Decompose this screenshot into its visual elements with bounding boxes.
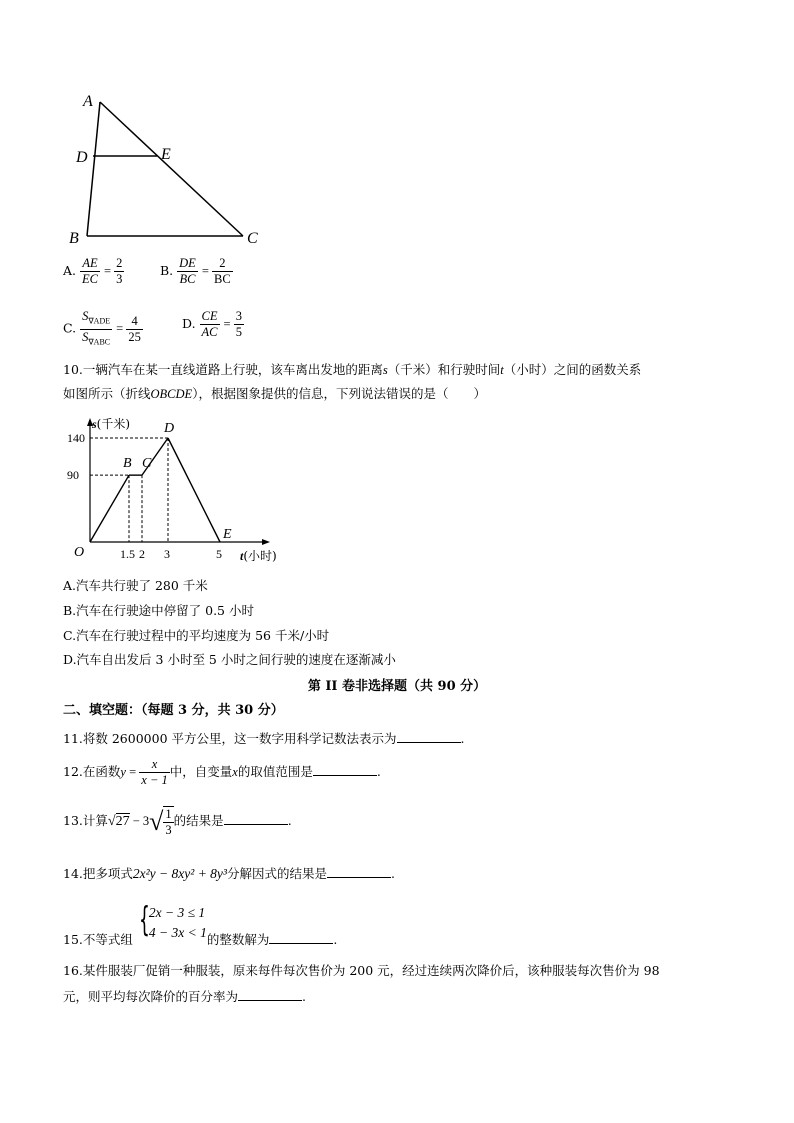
fraction-ce-ac	[200, 309, 220, 340]
q14-text: 分解因式的结果是	[226, 866, 327, 881]
x-tick-label: 1.5	[120, 547, 135, 561]
q16-end: .	[302, 989, 306, 1004]
q15-text: 15.不等式组	[63, 932, 133, 947]
frac-den-sub: ∇ABC	[88, 337, 111, 346]
segment-ab	[87, 102, 100, 236]
var-t: t	[500, 363, 504, 377]
frac-den: AC	[201, 325, 218, 339]
frac-num: 4	[126, 314, 143, 330]
polynomial-expr: 2x²y − 8xy² + 8y³	[132, 866, 227, 881]
segment-ac	[100, 102, 243, 236]
vertex-label-a: A	[83, 93, 93, 110]
frac-den: BC	[179, 272, 196, 286]
frac-den: 5	[235, 325, 242, 339]
equals: =	[125, 765, 140, 779]
question-11	[63, 730, 464, 747]
q10-option-a: A.汽车共行驶了 280 千米	[63, 578, 208, 593]
frac-num: 3	[235, 309, 242, 323]
q10-text: ），根据图象提供的信息，下列说法错误的是（ ）	[192, 386, 486, 401]
q11-end: .	[460, 731, 465, 746]
question-13	[63, 806, 292, 838]
y-tick-label: 90	[67, 468, 79, 483]
x-tick-label: 3	[164, 547, 170, 561]
answer-blank[interactable]	[397, 730, 461, 743]
q12-text: 的取值范围是	[237, 764, 313, 779]
q12-text: 中，自变量	[169, 764, 233, 779]
sqrt-one-third: √ $\frac{1}{3}$	[149, 807, 172, 837]
q10-text: （小时）之间的函数关系	[503, 362, 642, 377]
q13-text: 13.计算	[63, 812, 108, 828]
polyline-segment	[168, 438, 220, 542]
answer-blank[interactable]	[269, 931, 333, 944]
frac-num: x	[139, 757, 169, 773]
x-axis-label: t(小时)	[240, 549, 277, 563]
x-axis-arrow	[262, 539, 270, 545]
q10-text: （千米）和行驶时间	[387, 362, 501, 377]
var-s: s	[382, 363, 388, 377]
frac-num: DE	[179, 256, 196, 270]
option-prefix: D.	[182, 316, 196, 331]
q9-option-d: D. $\frac{CE}{AC}$ = $\frac{3}{5}$	[182, 309, 242, 339]
distance-time-chart	[60, 410, 300, 568]
vertex-label-c: C	[247, 230, 258, 247]
frac-num: AE	[80, 256, 100, 272]
vertex-label-d: D	[76, 149, 88, 166]
question-16-line2	[63, 988, 306, 1005]
fraction-de-bc	[177, 256, 198, 287]
frac-num: 2	[116, 256, 123, 270]
vertex-label-e: E	[161, 146, 171, 163]
q11-text: 11.将数 2600000 平方公里，这一数字用科学记数法表示为	[63, 731, 397, 746]
frac-den: EC	[82, 272, 98, 286]
fn-y: y	[120, 765, 126, 779]
q10-option-c: C.汽车在行驶过程中的平均速度为 56 千米/小时	[63, 628, 330, 643]
q10-text: 如图所示（折线	[63, 386, 151, 401]
frac-num: S	[82, 309, 89, 323]
vertex-label-b: B	[69, 230, 79, 247]
question-14	[63, 865, 395, 882]
q12-end: .	[376, 764, 381, 779]
triangle-figure	[60, 88, 270, 248]
frac-den: x − 1	[141, 773, 168, 787]
sqrt-27: √27	[107, 813, 130, 829]
point-label: B	[123, 456, 132, 472]
frac-den: 25	[128, 329, 141, 344]
fraction-area-ratio	[80, 309, 112, 349]
inequality-brace: {	[138, 900, 150, 940]
part-two-heading: 二、填空题：（每题 3 分，共 30 分）	[63, 703, 284, 718]
point-label: C	[142, 456, 152, 472]
inequality-system	[149, 903, 207, 943]
q10-text: 10.一辆汽车在某一直线道路上行驶，该车离出发地的距离	[63, 362, 383, 377]
answer-blank[interactable]	[238, 988, 302, 1001]
fraction-x-over-x-minus-1	[139, 757, 169, 788]
q15-text: 的整数解为	[206, 932, 270, 947]
answer-blank[interactable]	[327, 865, 391, 878]
q14-text: 14.把多项式	[63, 866, 133, 881]
fraction-ratio-c	[126, 314, 143, 345]
q9-option-b: B. $\frac{DE}{BC}$ = $\frac{2}{BC}$	[160, 256, 231, 286]
x-tick-label: 2	[139, 547, 145, 561]
q14-end: .	[390, 866, 395, 881]
x-tick-label: 5	[216, 547, 222, 561]
q10-stem-line2	[63, 386, 486, 402]
q13-end: .	[287, 812, 292, 828]
q16-text: 元，则平均每次降价的百分率为	[63, 989, 239, 1004]
q13-text: 的结果是	[173, 812, 224, 828]
origin-label: O	[74, 545, 85, 560]
fraction-ae-ec	[80, 256, 100, 287]
option-prefix: C.	[63, 320, 77, 336]
frac-num-sub: ∇ADE	[88, 316, 111, 326]
frac-den: 3	[116, 272, 123, 286]
q9-option-c: C. $\frac{S_{\nabla ADE}}{S_{\nabla ABC}}$ = $\frac{4}{25}$	[63, 309, 143, 349]
option-prefix: A.	[63, 263, 77, 278]
answer-blank[interactable]	[224, 812, 288, 825]
fraction-ratio-d	[234, 309, 244, 340]
question-16-line1: 16.某件服装厂促销一种服装，原来每件每次售价为 200 元，经过连续两次降价后，该种服装每次售价为 98	[63, 963, 660, 978]
q10-option-b: B.汽车在行驶途中停留了 0.5 小时	[63, 603, 254, 618]
frac-num: CE	[201, 309, 218, 323]
frac-den: 3	[165, 823, 172, 837]
inequality-2: 4 − 3x < 1	[148, 925, 207, 940]
polyline-segment	[90, 475, 129, 542]
point-label: D	[164, 421, 175, 436]
minus-three: − 3	[129, 813, 150, 828]
point-label: E	[223, 527, 232, 542]
q9-option-a: A. $\frac{AE}{EC}$ = $\frac{2}{3}$	[63, 256, 123, 286]
y-tick-label: 140	[67, 431, 85, 445]
question-15	[63, 900, 338, 947]
frac-den: BC	[214, 272, 231, 286]
y-axis-label: s(千米)	[92, 417, 131, 431]
inequality-1: 2x − 3 ≤ 1	[148, 905, 206, 920]
answer-blank[interactable]	[313, 763, 377, 776]
question-12	[63, 757, 381, 788]
frac-den: S	[82, 329, 89, 344]
q15-end: .	[333, 932, 338, 947]
section-title: 第 II 卷非选择题（共 90 分）	[307, 679, 487, 694]
frac-num: 2	[212, 256, 233, 272]
q10-stem-line1	[63, 362, 641, 378]
radicand: 27	[115, 813, 130, 829]
frac-num: 1	[165, 807, 172, 821]
q12-text: 12.在函数	[63, 764, 121, 779]
option-prefix: B.	[160, 263, 174, 278]
q10-option-d: D.汽车自出发后 3 小时至 5 小时之间行驶的速度在逐渐减小	[63, 652, 396, 667]
fraction-ratio-a	[114, 256, 124, 287]
var-x: x	[232, 765, 238, 779]
polyline-name: OBCDE	[150, 387, 193, 401]
fraction-ratio-b	[212, 256, 233, 287]
